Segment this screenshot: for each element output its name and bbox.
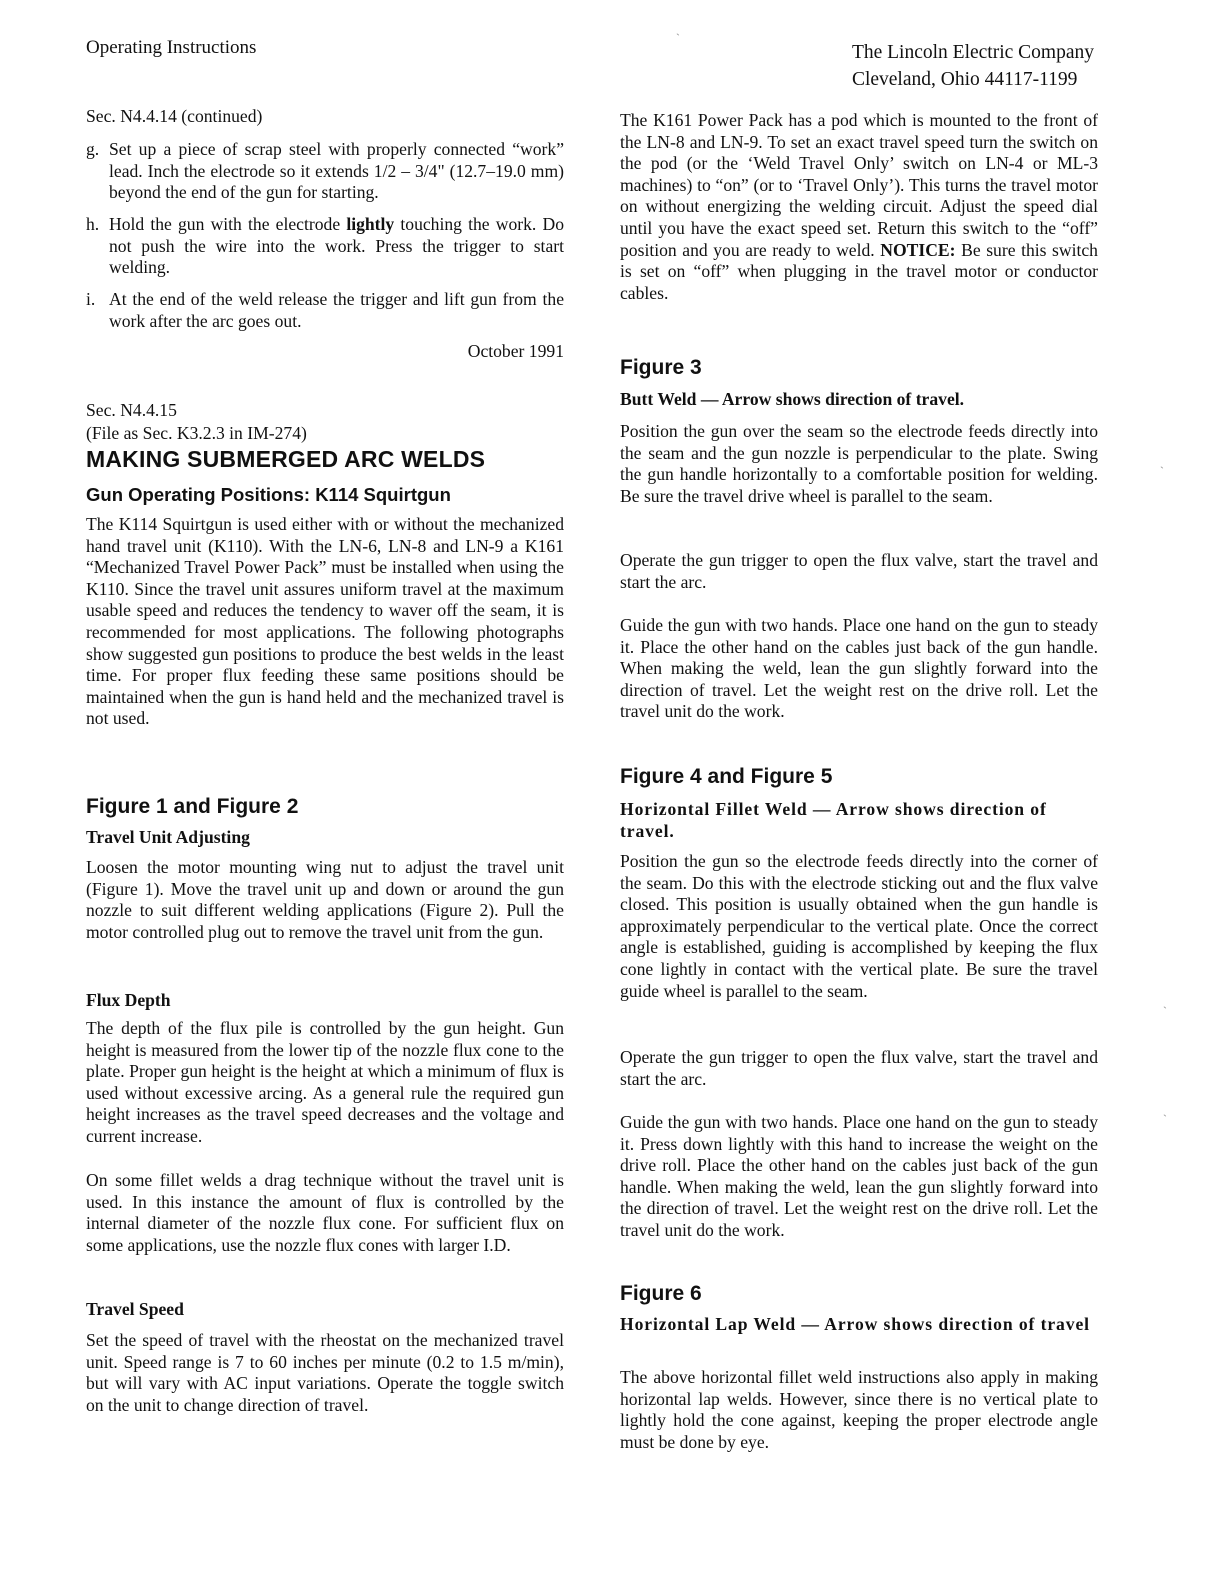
- step-text-post: touching the work. Do not push the wire into the work. Press the trigger to start welding.: [109, 214, 565, 278]
- scan-speck: ˏ: [1163, 995, 1167, 1009]
- step-text: Set up a piece of scrap steel with properly connected “work” lead. Inch the electrode so it extends 1/2 – 3/4" (12.7–19.0 mm) beyond the end of the gun for starting.: [109, 139, 564, 203]
- travel-speed-text: Set the speed of travel with the rheostat on the mechanized travel unit. Speed range is 7 to 60 inches per minute (0.2 to 1.5 m/min), but will vary with AC input variations. Operate the toggle switch on the unit to change direction of travel.: [86, 1330, 564, 1415]
- step-marker: h.: [86, 214, 100, 234]
- scan-speck: ˏ: [1163, 1103, 1167, 1117]
- step-marker: g.: [86, 139, 100, 159]
- fig12-caption: Travel Unit Adjusting: [86, 827, 250, 847]
- header-company: The Lincoln Electric Company: [851, 42, 1094, 63]
- header-right: [852, 39, 1094, 93]
- power-pack-post: Be sure this switch is set on “off” when plugging in the travel motor or conductor cables.: [620, 239, 1098, 303]
- fig45-p3: Guide the gun with two hands. Place one hand on the gun to steady it. Press down lightly with this hand to increase the weight on the drive roll. Place the other hand on the cables just back of the gun handle. When making the weld, lean the gun slightly forward into the direction of travel. Let the weight rest on the drive roll. Let the travel unit do the work.: [620, 1112, 1098, 1240]
- fig45-caption: Horizontal Fillet Weld — Arrow shows direction of travel.: [620, 799, 1047, 841]
- step-text: At the end of the weld release the trigger and lift gun from the work after the arc goes out.: [109, 289, 564, 331]
- date: October 1991: [467, 341, 564, 361]
- main-title: MAKING SUBMERGED ARC WELDS: [86, 446, 486, 472]
- fig3-p2: Operate the gun trigger to open the flux valve, start the travel and start the arc.: [620, 550, 1098, 592]
- gun-positions-text: The K114 Squirtgun is used either with or without the mechanized hand travel unit (K110). With the LN-6, LN-8 and LN-9 a K161 “Mechanized Travel Power Pack” must be installed when using the K110. Since the travel unit assures uniform travel at the maximum usable speed and reduces the tendency to waver off the seam, it is recommended for most applications. The following photographs show suggested gun positions to produce the best welds in the least time. For proper flux feeding these same positions should be maintained when the gun is hand held and the mechanized travel is not used.: [86, 514, 564, 729]
- fig12-heading: Figure 1 and Figure 2: [86, 795, 299, 818]
- power-pack-pre: The K161 Power Pack has a pod which is mounted to the front of the LN-8 and LN-9. To set an exact travel speed turn the switch on the pod (or the ‘Weld Travel Only’ switch on LN-4 or ML-3 machines) to “on” (or to ‘Travel Only’). This turns the travel motor on without energizing the welding circuit. Adjust the speed dial until you have the exact speed set. Return this switch to the “off” position and you are ready to weld.: [620, 110, 1098, 260]
- fig6-heading: Figure 6: [620, 1282, 702, 1305]
- fig12-text: Loosen the motor mounting wing nut to adjust the travel unit (Figure 1). Move the travel unit up and down or around the gun nozzle to suit different welding applications (Figure 2). Pull the motor controlled plug out to remove the travel unit from the gun.: [86, 857, 564, 942]
- step-marker: i.: [86, 289, 96, 309]
- power-pack-text: [620, 110, 1098, 304]
- fig45-p2: Operate the gun trigger to open the flux valve, start the travel and start the arc.: [620, 1047, 1098, 1089]
- fig3-p1: Position the gun over the seam so the electrode feeds directly into the seam and the gun nozzle is perpendicular to the plate. Swing the gun handle horizontally to a comfortable position for welding. Be sure the travel drive wheel is parallel to the seam.: [620, 421, 1098, 506]
- step-text-bold: lightly: [346, 214, 395, 234]
- fig45-heading: Figure 4 and Figure 5: [620, 765, 833, 788]
- fig6-caption: Horizontal Lap Weld — Arrow shows direction of travel: [620, 1314, 1090, 1334]
- header-address: Cleveland, Ohio 44117-1199: [851, 69, 1078, 90]
- sec-continued: Sec. N4.4.14 (continued): [86, 106, 263, 126]
- fig3-caption: Butt Weld — Arrow shows direction of travel.: [620, 389, 965, 409]
- scan-speck: ˏ: [676, 22, 680, 36]
- fig3-p3: Guide the gun with two hands. Place one hand on the gun to steady it. Place the other hand on the cables just back of the gun handle. When making the weld, lean the gun slightly forward into the direction of travel. Let the weight rest on the drive roll. Let the travel unit do the work.: [620, 615, 1098, 722]
- scan-speck: ˏ: [1160, 455, 1164, 469]
- sec-file: (File as Sec. K3.2.3 in IM-274): [86, 423, 307, 443]
- fig45-p1: Position the gun so the electrode feeds directly into the corner of the seam. Do this with the electrode sticking out and the flux valve closed. This position is usually obtained when the gun handle is approximately perpendicular to the vertical plate. Once the correct angle is established, guiding is accomplished by keeping the flux cone lightly in contact with the vertical plate. Be sure the travel guide wheel is parallel to the seam.: [620, 851, 1098, 1001]
- header-left: Operating Instructions: [86, 37, 257, 58]
- step-i: [86, 289, 564, 332]
- flux-depth-heading: Flux Depth: [86, 990, 171, 1010]
- gun-positions-heading: Gun Operating Positions: K114 Squirtgun: [86, 484, 451, 505]
- fig3-heading: Figure 3: [620, 356, 702, 379]
- step-h: [86, 214, 564, 279]
- flux-depth-p1: The depth of the flux pile is controlled by the gun height. Gun height is measured from the lower tip of the nozzle flux cone to the plate. Proper gun height is the height at which a minimum of flux is used without excessive arcing. As a general rule the required gun height increases as the travel speed decreases and the voltage and current increase.: [86, 1018, 564, 1146]
- step-g: [86, 139, 564, 204]
- sec-number: Sec. N4.4.15: [86, 400, 177, 420]
- step-text-pre: Hold the gun with the electrode: [109, 214, 347, 234]
- step-text: [86, 214, 564, 279]
- flux-depth-p2: On some fillet welds a drag technique without the travel unit is used. In this instance the amount of flux is controlled by the internal diameter of the nozzle flux cone. For sufficient flux on some applications, use the nozzle flux cones with larger I.D.: [86, 1170, 564, 1255]
- travel-speed-heading: Travel Speed: [86, 1299, 184, 1319]
- notice-label: NOTICE:: [880, 239, 956, 260]
- fig6-text: The above horizontal fillet weld instructions also apply in making horizontal lap welds. However, since there is no vertical plate to lightly hold the cone against, keeping the proper electrode angle must be done by eye.: [620, 1367, 1098, 1452]
